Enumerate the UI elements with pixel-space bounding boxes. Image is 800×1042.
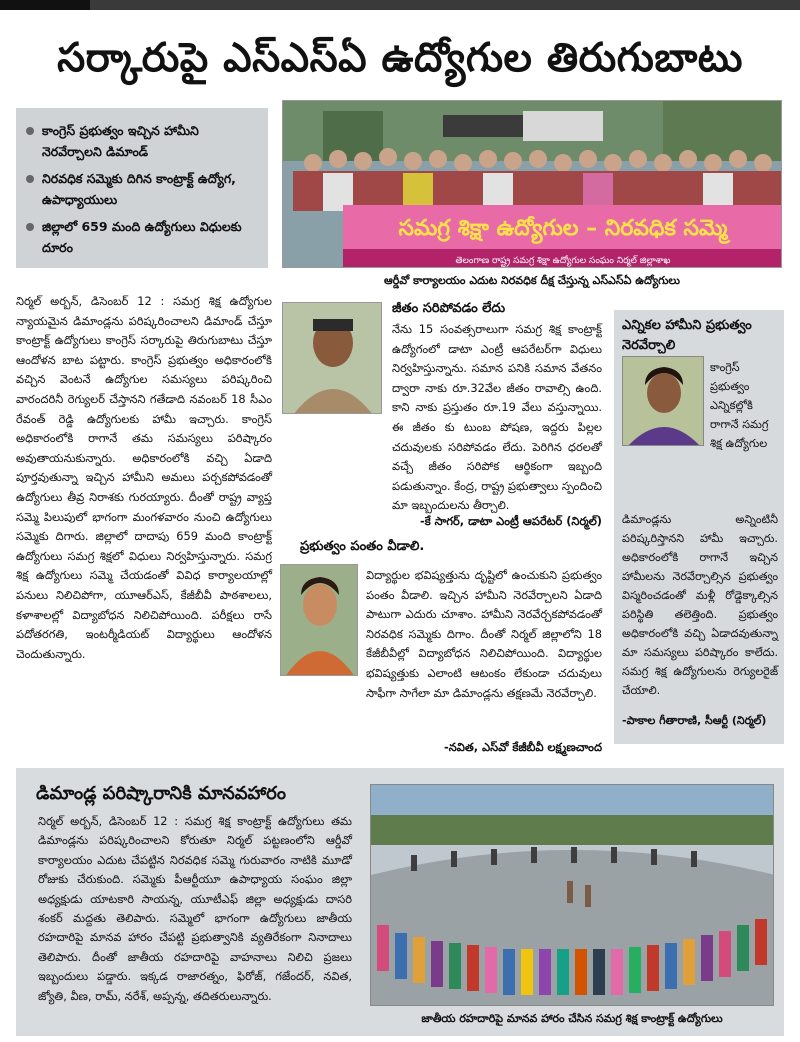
main-article-text: నిర్మల్ అర్బన్, డిసెంబర్ 12 : సమగ్ర శిక్ష ఉద్యోగుల న్యాయమైన డిమాండ్లను పరిష్కరించాలని డిమాండ్ చేస్తూ కాంట్రాక్ట్ ఉద్యోగులు కాంగ్రెస్ సర్కారుపై తిరుగుబాటు చేస్తూ ఆందోళన బాట పట్టారు. కాంగ్రెస్ ప్రభుత్వం అధికారంలోకి వచ్చిన వెంటనే ఉద్యోగుల సమస్యలు పరిష్కరించి వారందరినీ రెగ్యులర్ చేస్తానని గతేడాది నవంబర్ 18 సీఎం రేవంత్ రెడ్డి ఉద్యోగులకు హామీ ఇచ్చారు. కాంగ్రెస్ అధికారంలోకి రాగానే తమ సమస్యలు పరిష్కారం అవుతాయనుకున్నారు. అధికారంలోకి వచ్చి ఏడాది పూర్తవుతున్నా ఇచ్చిన హామీని అమలు పర్చకపోవడంతో ఉద్యోగులు తీవ్ర నిరాశకు గురయ్యారు. దీంతో రాష్ట్ర వ్యాప్త సమ్మె పిలుపులో భాగంగా మంగళవారం నుంచి ఉద్యోగులు సమ్మెకు దిగారు. జిల్లాలో దాదాపు 659 మంది కాంట్రాక్ట్ ఉద్యోగులు సమగ్ర శిక్షలో విధులు నిర్వహిస్తున్నారు. సమగ్ర శిక్ష ఉద్యోగులు సమ్మె చేయడంతో వివిధ కార్యాలయాల్లో పనులు నిలిచిపోగా, యూఆర్ఎస్, కేజీబీవీ పాఠశాలలు, కళాశాలల్లో విద్యాబోధన నిలిచిపోయింది. పరీక్షలు రాసే పదోతరగతి, ఇంటర్మీడియట్ విద్యార్థులు ఆందోళన చెందుతున్నారు. — [16, 294, 272, 661]
person-portrait-icon — [281, 565, 358, 676]
highlight-text: నిరవధిక సమ్మెకు దిగిన కాంట్రాక్ట్ ఉద్యోగ, ఉపాధ్యాయులు — [42, 171, 236, 207]
quote3-text-part1: కాంగ్రెస్ ప్రభుత్వం ఎన్నికల్లోకి రాగానే సమగ్ర శిక్ష ఉద్యోగుల — [710, 361, 769, 450]
quote1-heading: జీతం సరిపోవడం లేదు — [392, 301, 506, 316]
quote3-text-part2: డిమాండ్లను అన్నింటినీ పరిష్కరిస్తానని హామీ ఇచ్చారు. అధికారంలోకి రాగానే ఇచ్చిన హామీలను నెరవేర్చాల్సిన ప్రభుత్వం విస్మరించడంతో మళ్లీ రోడ్డెక్కాల్సిన పరిస్థితి తలెత్తింది. ప్రభుత్వం అధికారంలోకి వచ్చి ఏడాదవుతున్నా మా సమస్యలు పరిష్కారం కాలేదు. సమగ్ర శిక్ష ఉద్యోగులను రెగ్యులరైజ్ చేయాలి. — [622, 513, 778, 697]
quote2-signature: -నవిత, ఎస్‌వో కేజీబీవీ లక్ష్మణచాంద — [444, 740, 602, 754]
banner-text: సమగ్ర శిక్షా ఉద్యోగుల – నిరవధిక సమ్మె — [398, 216, 728, 241]
quote3-heading: ఎన్నికల హామీని ప్రభుత్వం నెరవేర్చాలి — [622, 318, 752, 353]
quote1-signature: -కే సాగర్, డాటా ఎంట్రీ ఆపరేటర్ (నిర్మల్) — [420, 514, 602, 528]
quote3-portrait — [622, 356, 704, 446]
bottom-photo-caption: జాతీయ రహదారిపై మానవ హారం చేసిన సమగ్ర శిక్ష కాంట్రాక్ట్ ఉద్యోగులు — [421, 1012, 723, 1025]
protest-photo — [282, 100, 782, 268]
headline: సర్కారుపై ఎస్ఎస్ఏ ఉద్యోగుల తిరుగుబాటు — [57, 35, 743, 81]
bottom-article-text: నిర్మల్ అర్బన్, డిసెంబర్ 12 : సమగ్ర శిక్ష కాంట్రాక్ట్ ఉద్యోగులు తమ డిమాండ్లను పరిష్కరించాలని కోరుతూ నిర్మల్ పట్టణంలోని ఆర్డీవో కార్యాలయం ఎదుట చేపట్టిన నిరవధిక సమ్మె గురువారం నాటికి మూడో రోజుకు చేరుకుంది. సమ్మెకు పీఆర్టీయూ ఉపాధ్యాయ సంఘం జిల్లా అధ్యక్షుడు యాటకారి సాయన్న, యూటీఎఫ్ జిల్లా అధ్యక్షుడు దాసరి శంకర్ మద్దతు తెలిపారు. సమ్మెలో భాగంగా ఉద్యోగులు జాతీయ రహదారిపై మానవ హారం చేపట్టి ప్రభుత్వానికి వ్యతిరేకంగా నినాదాలు తెలిపారు. దీంతో జాతీయ రహదారిపై వాహనాలు నిలిచి ప్రజలు ఇబ్బందులు పడ్డారు. ఇక్కడ రాజారత్నం, ఫిరోజ్, గజేందర్, నవిత, జ్యోతి, వీణ, రామ్, నరేశ్, అప్పన్న, తదితరులున్నారు. — [38, 814, 352, 1003]
highlight-item — [26, 120, 258, 162]
bottom-article-heading: డిమాండ్ల పరిష్కారానికి మానవహారం — [36, 783, 286, 804]
top-bar — [0, 0, 800, 10]
highlight-item — [26, 216, 258, 258]
person-portrait-icon — [623, 357, 704, 446]
protest-photo-illustration — [283, 101, 782, 268]
highlight-text: జిల్లాలో 659 మంది ఉద్యోగులు విధులకు దూరం — [42, 219, 242, 255]
quote3-signature: -పాకాల గీతారాణి, సీఆర్టీ (నిర్మల్) — [622, 714, 767, 727]
top-bar-accent — [0, 0, 90, 10]
quote2-text: విద్యార్థుల భవిష్యత్తును దృష్టిలో ఉంచుకుని ప్రభుత్వం పంతం వీడాలి. ఇచ్చిన హామీని నెరవేర్చాలని ఏడాది పాటుగా ఎదురు చూశాం. హామీని నెరవేర్చకపోవడంతో నిరవధిక సమ్మెకు దిగాం. దీంతో నిర్మల్ జిల్లాలోని 18 కేజీబీవీల్లో విద్యాబోధన నిలిచిపోయింది. విద్యార్థుల భవిష్యత్తుకు ఎలాంటి ఆటంకం లేకుండా చదువులు సాఫీగా సాగేలా మా డిమాండ్లను తక్షణమే నెరవేర్చాలి. — [366, 568, 602, 700]
bullet-icon — [26, 127, 34, 135]
quote2-portrait — [280, 564, 358, 676]
person-portrait-icon — [283, 303, 382, 414]
human-chain-illustration — [371, 785, 774, 1006]
quote1-text: నేను 15 సంవత్సరాలుగా సమగ్ర శిక్ష కాంట్రాక్ట్ ఉద్యోగంలో డాటా ఎంట్రీ ఆపరేటర్‌గా విధులు నిర్వహిస్తున్నాను. సమాన పనికి సమాన వేతనం ద్వారా నాకు రూ.32వేల జీతం రావాల్సి ఉంది. కాని నాకు ప్రస్తుతం రూ.19 వేలు వస్తున్నాయి. ఈ జీతం కు టుంబ పోషణ, ఇద్దరు పిల్లల చదువులకు సరిపోవడం లేదు. పెరిగిన ధరలతో వచ్చే జీతం సరిపోక ఆర్థికంగా ఇబ్బంది పడుతున్నాం. కేంద్ర, రాష్ట్ర ప్రభుత్వాలు స్పందించి మా ఇబ్బందులను తీర్చాలి. — [392, 322, 602, 513]
quote2-heading: ప్రభుత్వం పంతం వీడాలి. — [300, 539, 425, 554]
highlights-box — [16, 108, 268, 268]
quote1-portrait — [282, 302, 382, 414]
bullet-icon — [26, 175, 34, 183]
human-chain-photo — [370, 784, 774, 1006]
banner-subtext: తెలంగాణ రాష్ట్ర సమగ్ర శిక్షా ఉద్యోగుల సంఘం నిర్మల్ జిల్లాశాఖ — [455, 256, 671, 266]
top-photo-caption: ఆర్డీవో కార్యాలయం ఎదుట నిరవధిక దీక్ష చేస్తున్న ఎస్ఎస్ఏ ఉద్యోగులు — [384, 274, 680, 287]
highlight-item — [26, 168, 258, 210]
highlight-text: కాంగ్రెస్ ప్రభుత్వం ఇచ్చిన హామీని నెరవేర్చాలని డిమాండ్ — [42, 123, 199, 159]
quote3-box — [614, 310, 784, 744]
bullet-icon — [26, 223, 34, 231]
